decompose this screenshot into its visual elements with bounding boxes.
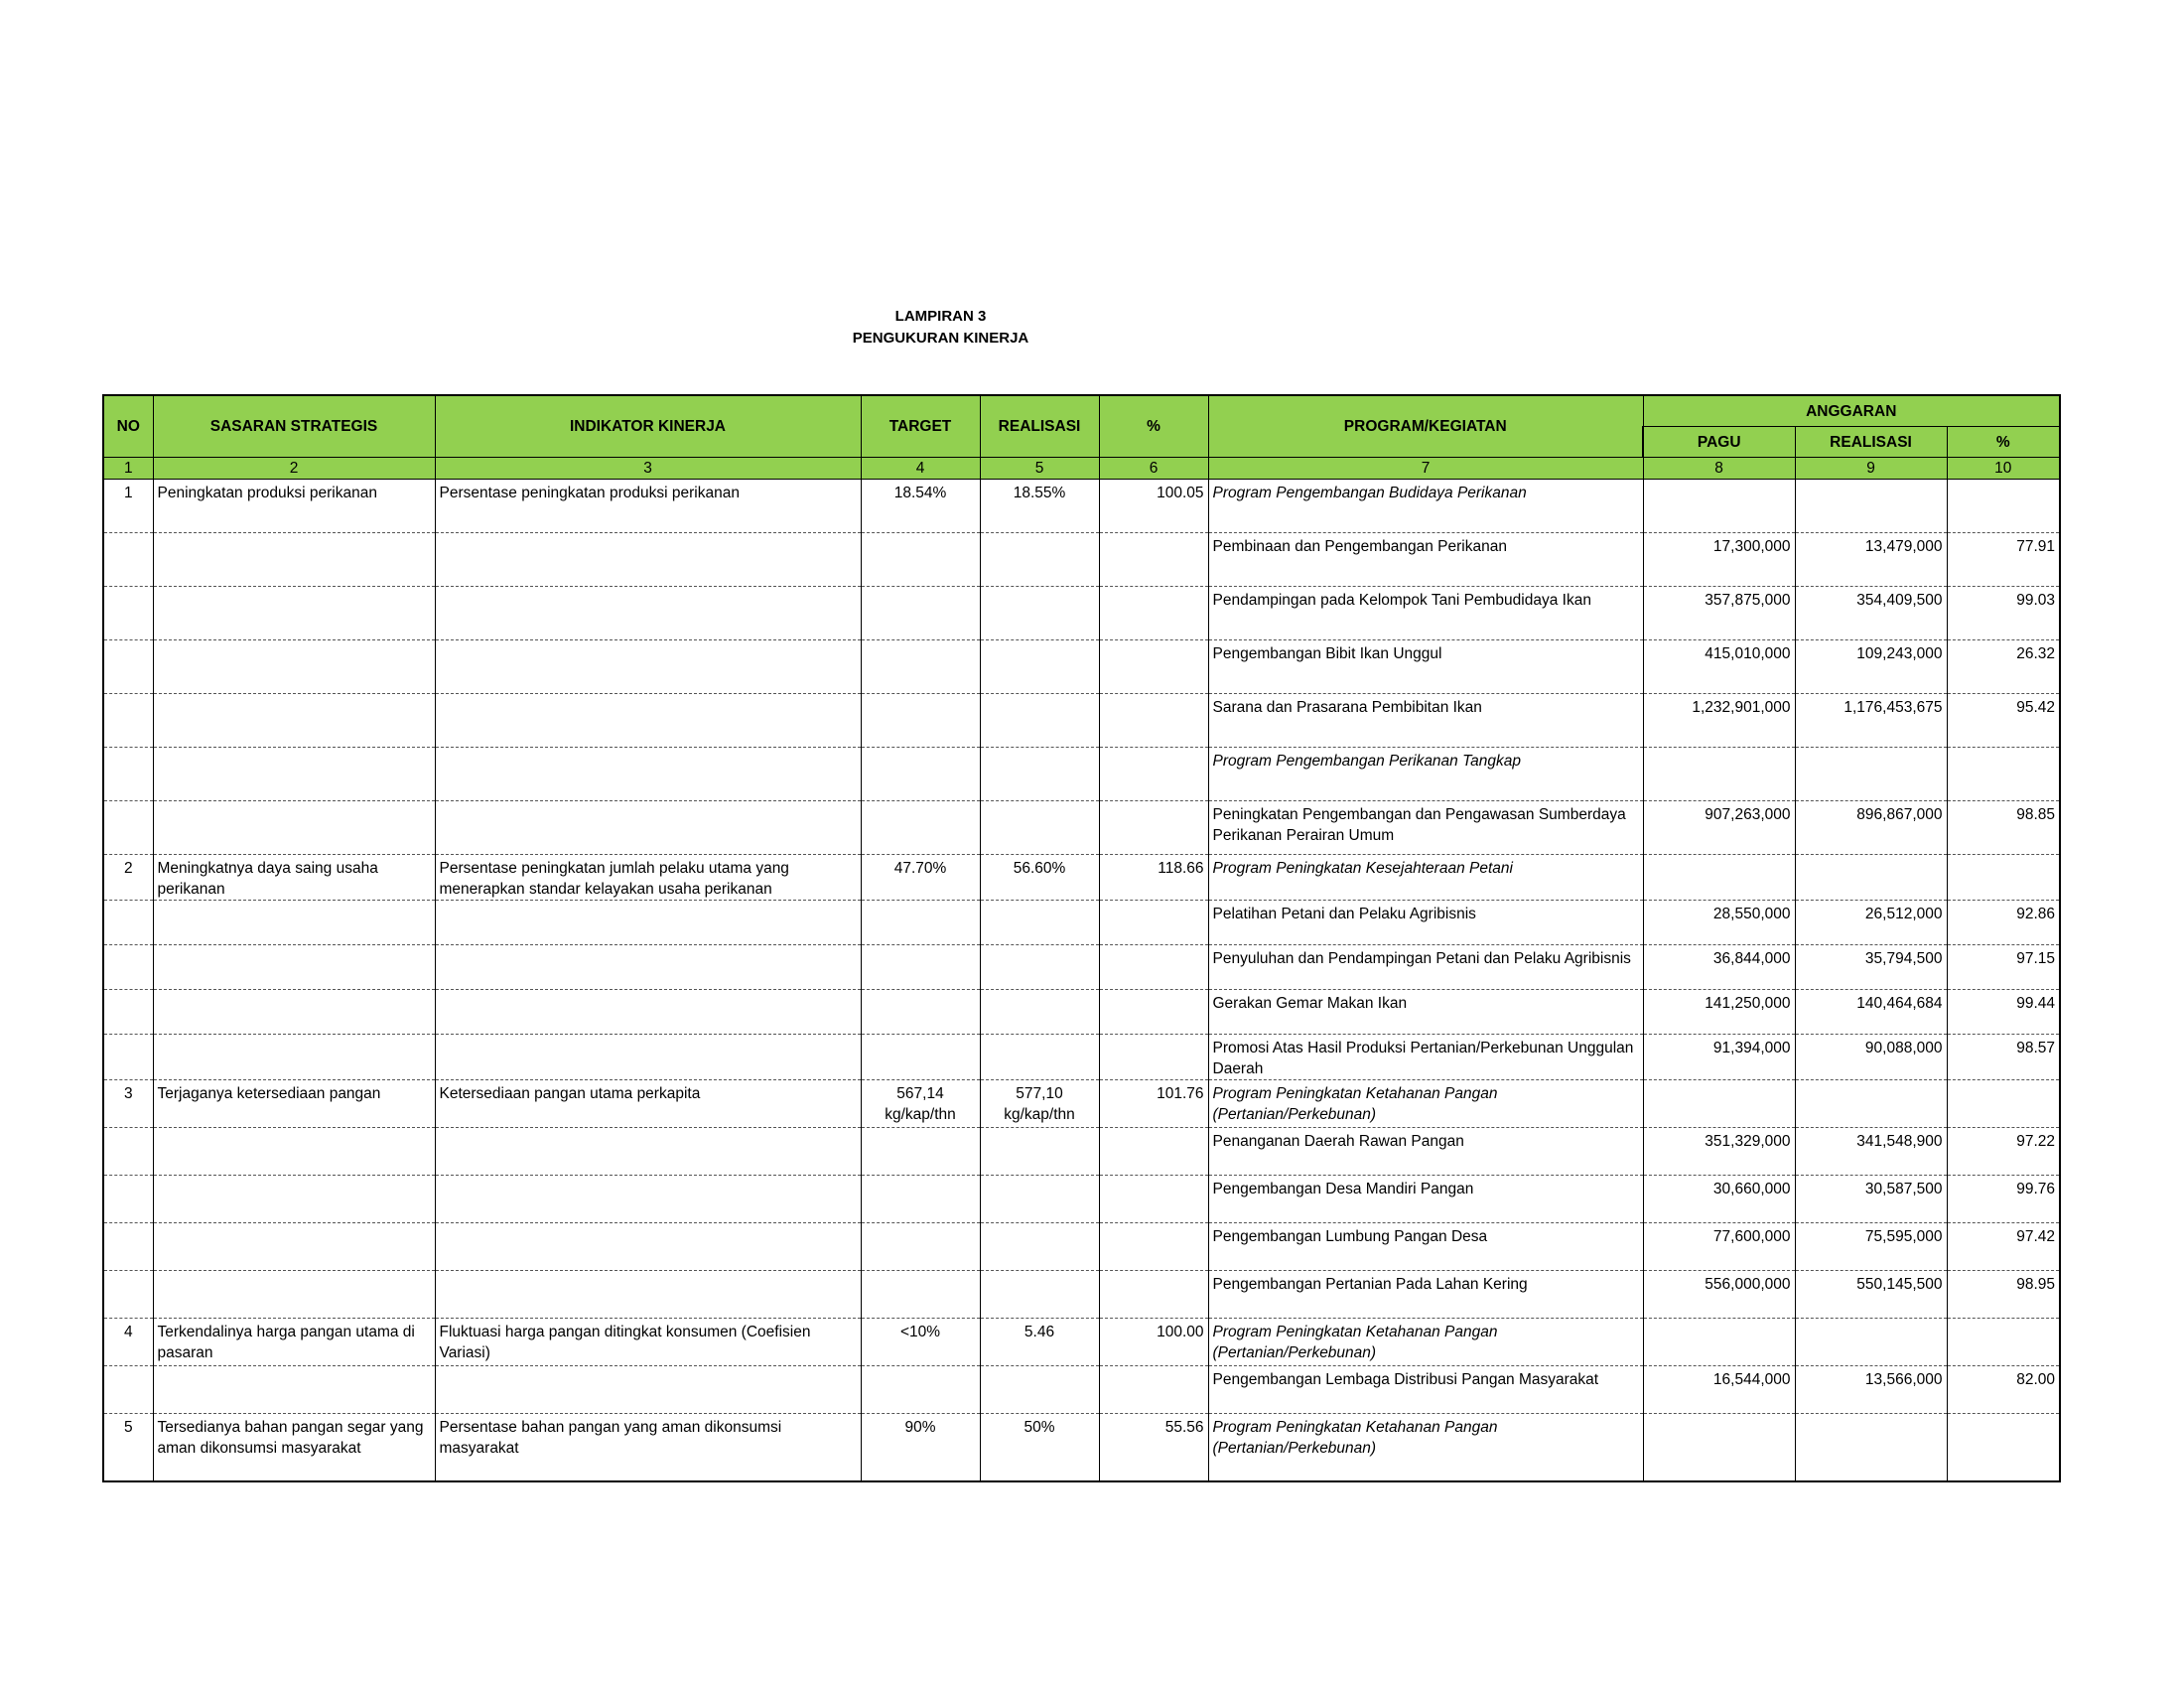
pagu-cell: 907,263,000: [1643, 801, 1795, 855]
col-number: 10: [1947, 458, 2060, 480]
program-cell: Penanganan Daerah Rawan Pangan: [1208, 1128, 1643, 1176]
target-cell: [861, 1271, 980, 1319]
pagu-cell: 17,300,000: [1643, 533, 1795, 587]
indikator-cell: Ketersediaan pangan utama perkapita: [435, 1080, 861, 1128]
anggaran-realisasi-cell: [1795, 1319, 1947, 1366]
table-row: [103, 1271, 2060, 1319]
sasaran-cell: Terjaganya ketersediaan pangan: [153, 1080, 435, 1128]
table-row: [103, 640, 2060, 694]
anggaran-realisasi-cell: 26,512,000: [1795, 901, 1947, 945]
indikator-cell: Persentase peningkatan jumlah pelaku utama yang menerapkan standar kelayakan usaha perikanan: [435, 855, 861, 901]
program-cell: Program Pengembangan Budidaya Perikanan: [1208, 480, 1643, 533]
program-cell: Pengembangan Lumbung Pangan Desa: [1208, 1223, 1643, 1271]
header-target: TARGET: [861, 395, 980, 458]
program-cell: Program Peningkatan Ketahanan Pangan (Pertanian/Perkebunan): [1208, 1080, 1643, 1128]
anggaran-persen-cell: [1947, 480, 2060, 533]
sasaran-cell: [153, 748, 435, 801]
row-number: [103, 748, 153, 801]
row-number: [103, 945, 153, 990]
program-cell: Pengembangan Pertanian Pada Lahan Kering: [1208, 1271, 1643, 1319]
anggaran-persen-cell: 99.44: [1947, 990, 2060, 1035]
realisasi-cell: [980, 533, 1099, 587]
indikator-cell: [435, 901, 861, 945]
sasaran-cell: [153, 587, 435, 640]
sasaran-cell: [153, 1176, 435, 1223]
pagu-cell: 30,660,000: [1643, 1176, 1795, 1223]
header-pagu: PAGU: [1643, 427, 1795, 458]
anggaran-realisasi-cell: [1795, 480, 1947, 533]
sasaran-cell: [153, 694, 435, 748]
realisasi-cell: 577,10 kg/kap/thn: [980, 1080, 1099, 1128]
indikator-cell: [435, 1271, 861, 1319]
indikator-cell: [435, 1035, 861, 1080]
col-number: 4: [861, 458, 980, 480]
target-cell: [861, 1366, 980, 1414]
persen-cell: [1099, 1035, 1208, 1080]
anggaran-persen-cell: 98.57: [1947, 1035, 2060, 1080]
realisasi-cell: 56.60%: [980, 855, 1099, 901]
pagu-cell: [1643, 1414, 1795, 1481]
col-number: 3: [435, 458, 861, 480]
col-number: 8: [1643, 458, 1795, 480]
realisasi-cell: 50%: [980, 1414, 1099, 1481]
program-cell: Peningkatan Pengembangan dan Pengawasan Sumberdaya Perikanan Perairan Umum: [1208, 801, 1643, 855]
indikator-cell: Persentase bahan pangan yang aman dikonsumsi masyarakat: [435, 1414, 861, 1481]
pagu-cell: 91,394,000: [1643, 1035, 1795, 1080]
indikator-cell: [435, 694, 861, 748]
sasaran-cell: [153, 1035, 435, 1080]
table-row: [103, 945, 2060, 990]
target-cell: [861, 640, 980, 694]
persen-cell: 100.05: [1099, 480, 1208, 533]
sasaran-cell: [153, 533, 435, 587]
target-cell: [861, 1223, 980, 1271]
table-body: [103, 480, 2060, 1481]
pagu-cell: 556,000,000: [1643, 1271, 1795, 1319]
anggaran-realisasi-cell: 13,566,000: [1795, 1366, 1947, 1414]
target-cell: [861, 1035, 980, 1080]
program-cell: Sarana dan Prasarana Pembibitan Ikan: [1208, 694, 1643, 748]
indikator-cell: [435, 533, 861, 587]
header-no: NO: [103, 395, 153, 458]
anggaran-persen-cell: 99.03: [1947, 587, 2060, 640]
program-cell: Pendampingan pada Kelompok Tani Pembudidaya Ikan: [1208, 587, 1643, 640]
table-row: [103, 533, 2060, 587]
target-cell: [861, 533, 980, 587]
row-number: [103, 1176, 153, 1223]
pagu-cell: 16,544,000: [1643, 1366, 1795, 1414]
persen-cell: 118.66: [1099, 855, 1208, 901]
anggaran-persen-cell: 97.42: [1947, 1223, 2060, 1271]
realisasi-cell: [980, 748, 1099, 801]
program-cell: Program Peningkatan Ketahanan Pangan (Pertanian/Perkebunan): [1208, 1414, 1643, 1481]
table-row: [103, 694, 2060, 748]
realisasi-cell: 5.46: [980, 1319, 1099, 1366]
persen-cell: [1099, 1176, 1208, 1223]
target-cell: [861, 945, 980, 990]
sasaran-cell: [153, 1128, 435, 1176]
anggaran-realisasi-cell: [1795, 855, 1947, 901]
anggaran-persen-cell: 97.22: [1947, 1128, 2060, 1176]
realisasi-cell: [980, 901, 1099, 945]
persen-cell: 101.76: [1099, 1080, 1208, 1128]
header-anggaran: ANGGARAN: [1643, 395, 2060, 427]
anggaran-persen-cell: [1947, 1414, 2060, 1481]
sasaran-cell: [153, 901, 435, 945]
pagu-cell: 141,250,000: [1643, 990, 1795, 1035]
anggaran-realisasi-cell: 341,548,900: [1795, 1128, 1947, 1176]
table-row: [103, 1176, 2060, 1223]
table-row: [103, 1319, 2060, 1366]
pagu-cell: 36,844,000: [1643, 945, 1795, 990]
persen-cell: [1099, 1223, 1208, 1271]
anggaran-realisasi-cell: 35,794,500: [1795, 945, 1947, 990]
row-number: 1: [103, 480, 153, 533]
row-number: [103, 1366, 153, 1414]
title-line-1: LAMPIRAN 3: [894, 308, 987, 325]
sasaran-cell: Tersedianya bahan pangan segar yang aman dikonsumsi masyarakat: [153, 1414, 435, 1481]
anggaran-persen-cell: [1947, 1080, 2060, 1128]
sasaran-cell: [153, 801, 435, 855]
table-row: [103, 1366, 2060, 1414]
realisasi-cell: [980, 1366, 1099, 1414]
anggaran-persen-cell: 98.95: [1947, 1271, 2060, 1319]
target-cell: [861, 1128, 980, 1176]
target-cell: [861, 587, 980, 640]
table-row: [103, 855, 2060, 901]
persen-cell: [1099, 748, 1208, 801]
indikator-cell: [435, 587, 861, 640]
anggaran-persen-cell: 95.42: [1947, 694, 2060, 748]
target-cell: 47.70%: [861, 855, 980, 901]
persen-cell: 100.00: [1099, 1319, 1208, 1366]
row-number: [103, 694, 153, 748]
anggaran-realisasi-cell: [1795, 1080, 1947, 1128]
program-cell: Pengembangan Lembaga Distribusi Pangan Masyarakat: [1208, 1366, 1643, 1414]
target-cell: <10%: [861, 1319, 980, 1366]
header-program: PROGRAM/KEGIATAN: [1208, 395, 1643, 458]
anggaran-realisasi-cell: 109,243,000: [1795, 640, 1947, 694]
indikator-cell: [435, 748, 861, 801]
program-cell: Program Peningkatan Kesejahteraan Petani: [1208, 855, 1643, 901]
col-number: 5: [980, 458, 1099, 480]
title-line-2: PENGUKURAN KINERJA: [852, 330, 1029, 347]
anggaran-realisasi-cell: 354,409,500: [1795, 587, 1947, 640]
header-anggaran-realisasi: REALISASI: [1795, 427, 1947, 458]
sasaran-cell: Peningkatan produksi perikanan: [153, 480, 435, 533]
realisasi-cell: [980, 945, 1099, 990]
program-cell: Pengembangan Bibit Ikan Unggul: [1208, 640, 1643, 694]
row-number: 5: [103, 1414, 153, 1481]
target-cell: [861, 694, 980, 748]
col-number: 9: [1795, 458, 1947, 480]
sasaran-cell: [153, 640, 435, 694]
anggaran-persen-cell: 97.15: [1947, 945, 2060, 990]
header-persen: %: [1099, 395, 1208, 458]
anggaran-realisasi-cell: 30,587,500: [1795, 1176, 1947, 1223]
sasaran-cell: Terkendalinya harga pangan utama di pasaran: [153, 1319, 435, 1366]
performance-table: [102, 394, 2061, 1482]
table-row: [103, 587, 2060, 640]
row-number: [103, 533, 153, 587]
header-sasaran: SASARAN STRATEGIS: [153, 395, 435, 458]
anggaran-realisasi-cell: [1795, 748, 1947, 801]
page-title: [0, 306, 1881, 350]
indikator-cell: [435, 640, 861, 694]
table-row: [103, 990, 2060, 1035]
row-number: 3: [103, 1080, 153, 1128]
table-row: [103, 1414, 2060, 1481]
col-number: 7: [1208, 458, 1643, 480]
row-number: [103, 587, 153, 640]
program-cell: Pengembangan Desa Mandiri Pangan: [1208, 1176, 1643, 1223]
realisasi-cell: [980, 1035, 1099, 1080]
table-row: [103, 1223, 2060, 1271]
target-cell: 567,14 kg/kap/thn: [861, 1080, 980, 1128]
persen-cell: [1099, 640, 1208, 694]
realisasi-cell: [980, 1176, 1099, 1223]
persen-cell: [1099, 533, 1208, 587]
col-number: 6: [1099, 458, 1208, 480]
table-row: [103, 480, 2060, 533]
anggaran-realisasi-cell: 90,088,000: [1795, 1035, 1947, 1080]
sasaran-cell: [153, 1271, 435, 1319]
target-cell: 90%: [861, 1414, 980, 1481]
pagu-cell: [1643, 748, 1795, 801]
sasaran-cell: Meningkatnya daya saing usaha perikanan: [153, 855, 435, 901]
pagu-cell: 357,875,000: [1643, 587, 1795, 640]
program-cell: Program Peningkatan Ketahanan Pangan (Pertanian/Perkebunan): [1208, 1319, 1643, 1366]
indikator-cell: [435, 1366, 861, 1414]
pagu-cell: [1643, 1319, 1795, 1366]
persen-cell: [1099, 1271, 1208, 1319]
anggaran-persen-cell: [1947, 855, 2060, 901]
anggaran-persen-cell: [1947, 1319, 2060, 1366]
table-row: [103, 1080, 2060, 1128]
realisasi-cell: [980, 1271, 1099, 1319]
anggaran-persen-cell: 26.32: [1947, 640, 2060, 694]
persen-cell: [1099, 801, 1208, 855]
col-number: 2: [153, 458, 435, 480]
col-number: 1: [103, 458, 153, 480]
indikator-cell: [435, 990, 861, 1035]
indikator-cell: [435, 945, 861, 990]
indikator-cell: [435, 1176, 861, 1223]
realisasi-cell: [980, 1128, 1099, 1176]
persen-cell: 55.56: [1099, 1414, 1208, 1481]
pagu-cell: 28,550,000: [1643, 901, 1795, 945]
pagu-cell: [1643, 480, 1795, 533]
anggaran-realisasi-cell: [1795, 1414, 1947, 1481]
header-anggaran-persen: %: [1947, 427, 2060, 458]
indikator-cell: [435, 801, 861, 855]
indikator-cell: [435, 1223, 861, 1271]
anggaran-realisasi-cell: 140,464,684: [1795, 990, 1947, 1035]
column-number-row: [103, 458, 2060, 480]
persen-cell: [1099, 587, 1208, 640]
pagu-cell: [1643, 1080, 1795, 1128]
indikator-cell: [435, 1128, 861, 1176]
realisasi-cell: [980, 1223, 1099, 1271]
row-number: [103, 1035, 153, 1080]
header-realisasi: REALISASI: [980, 395, 1099, 458]
anggaran-persen-cell: 77.91: [1947, 533, 2060, 587]
row-number: 4: [103, 1319, 153, 1366]
anggaran-persen-cell: 99.76: [1947, 1176, 2060, 1223]
realisasi-cell: [980, 801, 1099, 855]
program-cell: Promosi Atas Hasil Produksi Pertanian/Perkebunan Unggulan Daerah: [1208, 1035, 1643, 1080]
sasaran-cell: [153, 990, 435, 1035]
anggaran-persen-cell: [1947, 748, 2060, 801]
header-indikator: INDIKATOR KINERJA: [435, 395, 861, 458]
pagu-cell: 1,232,901,000: [1643, 694, 1795, 748]
table-row: [103, 1128, 2060, 1176]
anggaran-persen-cell: 98.85: [1947, 801, 2060, 855]
indikator-cell: Persentase peningkatan produksi perikanan: [435, 480, 861, 533]
table-row: [103, 748, 2060, 801]
realisasi-cell: [980, 694, 1099, 748]
program-cell: Pelatihan Petani dan Pelaku Agribisnis: [1208, 901, 1643, 945]
pagu-cell: 351,329,000: [1643, 1128, 1795, 1176]
row-number: [103, 1223, 153, 1271]
table-row: [103, 901, 2060, 945]
pagu-cell: 77,600,000: [1643, 1223, 1795, 1271]
indikator-cell: Fluktuasi harga pangan ditingkat konsumen (Coefisien Variasi): [435, 1319, 861, 1366]
row-number: [103, 1271, 153, 1319]
persen-cell: [1099, 901, 1208, 945]
persen-cell: [1099, 694, 1208, 748]
row-number: [103, 990, 153, 1035]
anggaran-realisasi-cell: 1,176,453,675: [1795, 694, 1947, 748]
anggaran-realisasi-cell: 896,867,000: [1795, 801, 1947, 855]
target-cell: [861, 748, 980, 801]
realisasi-cell: [980, 990, 1099, 1035]
target-cell: [861, 901, 980, 945]
anggaran-persen-cell: 82.00: [1947, 1366, 2060, 1414]
program-cell: Pembinaan dan Pengembangan Perikanan: [1208, 533, 1643, 587]
persen-cell: [1099, 945, 1208, 990]
target-cell: [861, 801, 980, 855]
sasaran-cell: [153, 1366, 435, 1414]
pagu-cell: 415,010,000: [1643, 640, 1795, 694]
target-cell: 18.54%: [861, 480, 980, 533]
row-number: [103, 640, 153, 694]
persen-cell: [1099, 1128, 1208, 1176]
target-cell: [861, 990, 980, 1035]
sasaran-cell: [153, 945, 435, 990]
row-number: [103, 1128, 153, 1176]
table-row: [103, 1035, 2060, 1080]
anggaran-realisasi-cell: 13,479,000: [1795, 533, 1947, 587]
program-cell: Penyuluhan dan Pendampingan Petani dan Pelaku Agribisnis: [1208, 945, 1643, 990]
row-number: [103, 901, 153, 945]
pagu-cell: [1643, 855, 1795, 901]
anggaran-persen-cell: 92.86: [1947, 901, 2060, 945]
table-row: [103, 801, 2060, 855]
row-number: 2: [103, 855, 153, 901]
realisasi-cell: 18.55%: [980, 480, 1099, 533]
sasaran-cell: [153, 1223, 435, 1271]
persen-cell: [1099, 1366, 1208, 1414]
row-number: [103, 801, 153, 855]
realisasi-cell: [980, 587, 1099, 640]
anggaran-realisasi-cell: 75,595,000: [1795, 1223, 1947, 1271]
persen-cell: [1099, 990, 1208, 1035]
anggaran-realisasi-cell: 550,145,500: [1795, 1271, 1947, 1319]
realisasi-cell: [980, 640, 1099, 694]
program-cell: Program Pengembangan Perikanan Tangkap: [1208, 748, 1643, 801]
program-cell: Gerakan Gemar Makan Ikan: [1208, 990, 1643, 1035]
target-cell: [861, 1176, 980, 1223]
